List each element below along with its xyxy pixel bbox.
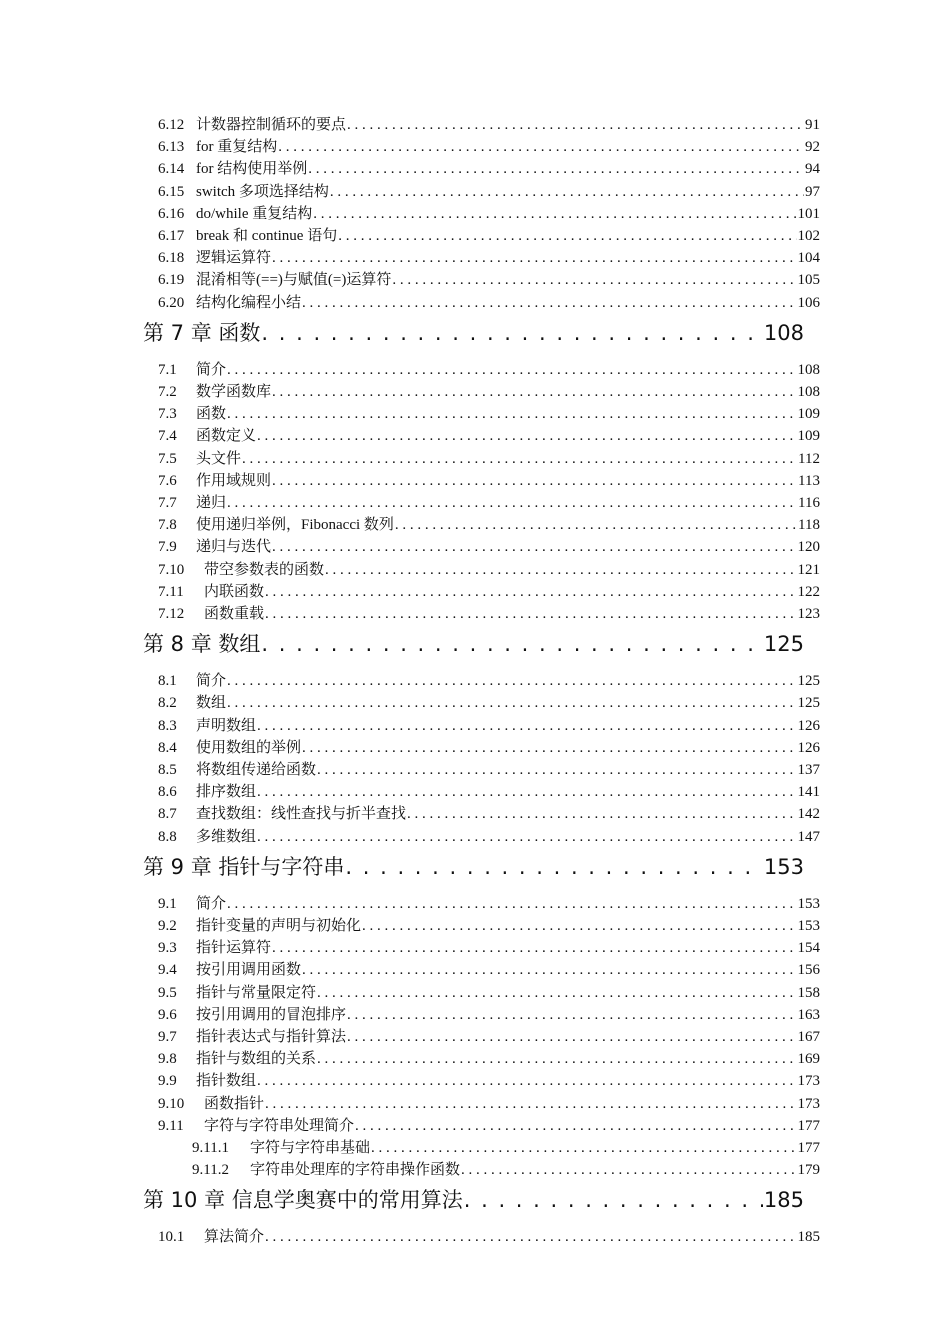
toc-page-number: 167 (797, 1029, 820, 1045)
toc-entry-number: 8.3 (158, 717, 177, 734)
toc-entry-title: 简介 (196, 895, 227, 912)
toc-dot-leader (325, 559, 796, 581)
toc-section-entry[interactable] (158, 781, 820, 803)
toc-page-number: 101 (797, 205, 820, 222)
toc-dot-leader (407, 803, 796, 825)
toc-dot-leader (302, 292, 796, 314)
toc-page-number: 113 (798, 472, 820, 489)
toc-entry-number: 6.17 (158, 228, 185, 244)
toc-entry-number: 7.6 (158, 472, 177, 489)
toc-section-entry[interactable] (158, 737, 820, 759)
toc-section-entry[interactable] (158, 915, 820, 937)
toc-page-number: 122 (797, 583, 820, 600)
toc-entry-number: 6.20 (158, 294, 185, 311)
toc-entry-number: 7.2 (158, 384, 177, 400)
toc-chapter-heading[interactable] (143, 1183, 804, 1217)
toc-page-number: 125 (797, 695, 820, 712)
toc-page-number: 158 (797, 984, 820, 1001)
toc-entry-title: 查找数组：线性查找与折半查找 (196, 806, 407, 823)
toc-page-number: 173 (797, 1095, 820, 1112)
toc-dot-leader (227, 492, 797, 514)
toc-entry-title: 第 8 章 数组 (143, 632, 261, 657)
toc-entry-number: 9.7 (158, 1029, 177, 1045)
toc-entry-title: 数组 (196, 695, 227, 712)
toc-entry-number: 7.5 (158, 450, 177, 467)
toc-dot-leader (227, 670, 796, 692)
toc-entry-title: 函数重载 (204, 606, 265, 622)
toc-dot-leader (261, 627, 763, 661)
toc-entry-number: 6.13 (158, 139, 185, 156)
toc-entry-title: 递归 (196, 495, 227, 511)
toc-dot-leader (313, 203, 796, 225)
toc-entry-title: 递归与迭代 (196, 539, 272, 556)
toc-section-entry[interactable] (158, 1026, 820, 1048)
toc-entry-title: 内联函数 (204, 583, 265, 600)
toc-subsection-entry[interactable] (192, 1137, 820, 1159)
toc-entry-title: 指针变量的声明与初始化 (196, 918, 362, 934)
toc-dot-leader (227, 893, 796, 915)
toc-dot-leader (257, 781, 796, 803)
toc-entry-title: switch 多项选择结构 (196, 183, 329, 200)
toc-entry-title: 使用数组的举例 (196, 739, 302, 756)
toc-section-entry[interactable] (158, 514, 820, 536)
toc-entry-number: 6.19 (158, 272, 185, 289)
toc-entry-title: 字符与字符串基础 (250, 1140, 371, 1156)
toc-section-entry[interactable] (158, 448, 820, 470)
toc-dot-leader (308, 158, 804, 180)
toc-page-number: 104 (797, 250, 820, 267)
toc-section-entry[interactable] (158, 826, 820, 848)
toc-entry-number: 6.18 (158, 250, 185, 267)
toc-dot-leader (242, 448, 797, 470)
toc-entry-number: 9.3 (158, 940, 177, 957)
toc-dot-leader (317, 1048, 796, 1070)
toc-page-number: 108 (797, 384, 820, 400)
toc-entry-title: 简介 (196, 361, 227, 378)
toc-chapter-heading[interactable] (143, 316, 804, 350)
toc-section-entry[interactable] (158, 692, 820, 714)
toc-entry-title: 头文件 (196, 450, 242, 467)
toc-entry-title: 按引用调用的冒泡排序 (196, 1006, 347, 1023)
toc-page-number: 137 (797, 762, 820, 778)
toc-entry-number: 7.11 (158, 583, 184, 600)
toc-entry-title: 算法简介 (204, 1229, 265, 1246)
toc-chapter-heading[interactable] (143, 627, 804, 661)
toc-page-number: 121 (797, 561, 820, 578)
toc-page-number: 153 (763, 854, 804, 879)
toc-section-entry[interactable] (158, 269, 820, 291)
toc-entry-title: 带空参数表的函数 (204, 561, 325, 578)
toc-page-number: 179 (797, 1162, 820, 1179)
toc-entry-title: 指针数组 (196, 1073, 257, 1090)
toc-entry-title: 逻辑运算符 (196, 250, 272, 267)
toc-dot-leader (317, 982, 796, 1004)
toc-page-number: 125 (763, 632, 804, 657)
toc-entry-title: 字符与字符串处理简介 (204, 1117, 355, 1134)
toc-page-number: 141 (797, 784, 820, 801)
toc-page-number: 116 (798, 495, 820, 511)
toc-section-entry[interactable] (158, 759, 820, 781)
toc-page-number: 94 (805, 161, 820, 178)
toc-section-entry[interactable] (158, 982, 820, 1004)
toc-entry-number: 8.5 (158, 762, 177, 778)
toc-section-entry[interactable] (158, 247, 820, 269)
toc-entry-title: 函数 (196, 406, 227, 423)
toc-section-entry[interactable] (158, 581, 820, 603)
toc-page-number: 163 (797, 1006, 820, 1023)
toc-page-number: 177 (797, 1140, 820, 1156)
toc-page-number: 108 (797, 361, 820, 378)
toc-entry-title: do/while 重复结构 (196, 205, 313, 222)
toc-page-number: 156 (797, 962, 820, 979)
toc-dot-leader (227, 403, 796, 425)
toc-dot-leader (302, 959, 796, 981)
toc-entry-number: 7.12 (158, 606, 185, 622)
toc-entry-title: 函数定义 (196, 428, 257, 445)
toc-dot-leader (261, 316, 763, 350)
toc-entry-title: 作用域规则 (196, 472, 272, 489)
toc-dot-leader (302, 737, 796, 759)
toc-entry-title: 第 9 章 指针与字符串 (143, 854, 345, 879)
toc-entry-number: 9.6 (158, 1006, 177, 1023)
toc-section-entry[interactable] (158, 403, 820, 425)
toc-entry-number: 9.11.1 (192, 1140, 229, 1156)
toc-dot-leader (265, 603, 796, 625)
toc-entry-number: 7.10 (158, 561, 185, 578)
toc-dot-leader (345, 850, 763, 884)
toc-section-entry[interactable] (158, 136, 820, 158)
toc-section-entry[interactable] (158, 803, 820, 825)
toc-entry-number: 8.2 (158, 695, 177, 712)
toc-dot-leader (265, 581, 796, 603)
toc-section-entry[interactable] (158, 536, 820, 558)
toc-entry-title: 使用递归举例，Fibonacci 数列 (196, 517, 394, 534)
toc-dot-leader (355, 1115, 796, 1137)
toc-entry-title: 按引用调用函数 (196, 962, 302, 979)
toc-page-number: 125 (797, 673, 820, 690)
toc-page-number: 118 (798, 517, 820, 534)
toc-page-number: 109 (797, 406, 820, 423)
toc-entry-title: for 重复结构 (196, 139, 278, 156)
toc-dot-leader (395, 514, 797, 536)
toc-section-entry[interactable] (158, 1070, 820, 1092)
toc-page-number: 97 (805, 183, 820, 200)
toc-dot-leader (330, 181, 804, 203)
toc-entry-title: 指针表达式与指针算法 (196, 1029, 347, 1045)
toc-page-number: 126 (797, 739, 820, 756)
toc-entry-number: 9.5 (158, 984, 177, 1001)
toc-dot-leader (278, 136, 804, 158)
toc-dot-leader (338, 225, 796, 247)
toc-chapter-heading[interactable] (143, 850, 804, 884)
toc-section-entry[interactable] (158, 715, 820, 737)
toc-entry-number: 9.11 (158, 1117, 184, 1134)
toc-page-number: 126 (797, 717, 820, 734)
toc-page-number: 92 (805, 139, 820, 156)
toc-entry-title: break 和 continue 语句 (196, 228, 338, 244)
toc-entry-number: 8.1 (158, 673, 177, 690)
toc-dot-leader (227, 359, 796, 381)
toc-dot-leader (265, 1093, 796, 1115)
toc-entry-title: for 结构使用举例 (196, 161, 308, 178)
toc-section-entry[interactable] (158, 1115, 820, 1137)
toc-section-entry[interactable] (158, 1226, 820, 1248)
toc-entry-title: 声明数组 (196, 717, 257, 734)
toc-page-number: 147 (797, 828, 820, 845)
toc-dot-leader (272, 937, 796, 959)
toc-entry-number: 7.3 (158, 406, 177, 423)
toc-entry-number: 7.7 (158, 495, 177, 511)
toc-page-number: 108 (763, 320, 804, 345)
toc-page-number: 91 (805, 117, 820, 133)
toc-entry-number: 6.14 (158, 161, 185, 178)
toc-dot-leader (227, 692, 796, 714)
toc-section-entry[interactable] (158, 158, 820, 180)
toc-section-entry[interactable] (158, 292, 820, 314)
toc-entry-number: 7.1 (158, 361, 177, 378)
toc-page-number: 106 (797, 294, 820, 311)
toc-entry-title: 数学函数库 (196, 384, 272, 400)
toc-section-entry[interactable] (158, 893, 820, 915)
toc-dot-leader (362, 915, 796, 937)
toc-page-number: 169 (797, 1051, 820, 1068)
toc-entry-title: 指针与常量限定符 (196, 984, 317, 1001)
toc-entry-number: 7.8 (158, 517, 177, 534)
toc-section-entry[interactable] (158, 1004, 820, 1026)
toc-entry-number: 9.11.2 (192, 1162, 229, 1179)
toc-page-number: 173 (797, 1073, 820, 1090)
toc-entry-title: 第 7 章 函数 (143, 320, 261, 345)
toc-page-number: 109 (797, 428, 820, 445)
toc-entry-title: 排序数组 (196, 784, 257, 801)
toc-entry-number: 8.4 (158, 739, 177, 756)
toc-entry-number: 6.12 (158, 117, 185, 133)
toc-entry-title: 第 10 章 信息学奥赛中的常用算法 (143, 1188, 463, 1213)
toc-entry-title: 结构化编程小结 (196, 294, 302, 311)
toc-section-entry[interactable] (158, 114, 820, 136)
toc-entry-number: 7.4 (158, 428, 177, 445)
toc-section-entry[interactable] (158, 1093, 820, 1115)
toc-dot-leader (392, 269, 796, 291)
toc-section-entry[interactable] (158, 181, 820, 203)
toc-section-entry[interactable] (158, 425, 820, 447)
toc-dot-leader (347, 1026, 796, 1048)
toc-dot-leader (272, 536, 796, 558)
toc-dot-leader (265, 1226, 796, 1248)
toc-entry-title: 函数指针 (204, 1095, 265, 1112)
toc-page-number: 123 (797, 606, 820, 622)
toc-entry-number: 6.15 (158, 183, 185, 200)
toc-dot-leader (257, 715, 796, 737)
toc-entry-number: 9.9 (158, 1073, 177, 1090)
toc-section-entry[interactable] (158, 937, 820, 959)
toc-page-number: 153 (797, 895, 820, 912)
toc-entry-title: 多维数组 (196, 828, 257, 845)
toc-dot-leader (257, 826, 796, 848)
toc-section-entry[interactable] (158, 959, 820, 981)
toc-page-number: 185 (763, 1188, 804, 1213)
toc-entry-number: 9.2 (158, 918, 177, 934)
toc-entry-title: 字符串处理库的字符串操作函数 (250, 1162, 461, 1179)
toc-section-entry[interactable] (158, 1048, 820, 1070)
toc-page-number: 120 (797, 539, 820, 556)
toc-dot-leader (272, 381, 796, 403)
toc-entry-number: 9.8 (158, 1051, 177, 1068)
toc-dot-leader (461, 1159, 796, 1181)
toc-section-entry[interactable] (158, 603, 820, 625)
toc-section-entry[interactable] (158, 492, 820, 514)
toc-page-number: 154 (797, 940, 820, 957)
toc-page-number: 102 (797, 228, 820, 244)
toc-dot-leader (272, 247, 796, 269)
toc-entry-title: 指针与数组的关系 (196, 1051, 317, 1068)
toc-page-number: 177 (797, 1117, 820, 1134)
toc-section-entry[interactable] (158, 559, 820, 581)
toc-page-number: 105 (797, 272, 820, 289)
toc-entry-number: 8.7 (158, 806, 177, 823)
toc-entry-title: 将数组传递给函数 (196, 762, 317, 778)
toc-dot-leader (371, 1137, 796, 1159)
toc-dot-leader (272, 470, 797, 492)
toc-section-entry[interactable] (158, 381, 820, 403)
toc-section-entry[interactable] (158, 203, 820, 225)
toc-entry-number: 6.16 (158, 205, 185, 222)
toc-section-entry[interactable] (158, 359, 820, 381)
toc-entry-number: 7.9 (158, 539, 177, 556)
toc-entry-number: 9.1 (158, 895, 177, 912)
toc-page-number: 112 (798, 450, 820, 467)
toc-section-entry[interactable] (158, 225, 820, 247)
toc-entry-title: 计数器控制循环的要点 (196, 117, 347, 133)
toc-dot-leader (464, 1183, 763, 1217)
toc-dot-leader (347, 114, 804, 136)
toc-entry-number: 8.8 (158, 828, 177, 845)
toc-section-entry[interactable] (158, 470, 820, 492)
toc-dot-leader (257, 1070, 796, 1092)
toc-entry-number: 9.4 (158, 962, 177, 979)
toc-dot-leader (317, 759, 796, 781)
toc-entry-number: 10.1 (158, 1229, 185, 1246)
toc-dot-leader (347, 1004, 796, 1026)
toc-page-number: 185 (797, 1229, 820, 1246)
toc-entry-number: 9.10 (158, 1095, 185, 1112)
toc-dot-leader (257, 425, 796, 447)
toc-page-number: 142 (797, 806, 820, 823)
toc-entry-title: 指针运算符 (196, 940, 272, 957)
toc-entry-number: 8.6 (158, 784, 177, 801)
toc-subsection-entry[interactable] (192, 1159, 820, 1181)
toc-page-number: 153 (797, 918, 820, 934)
toc-entry-title: 简介 (196, 673, 227, 690)
toc-section-entry[interactable] (158, 670, 820, 692)
toc-entry-title: 混淆相等(==)与赋值(=)运算符 (196, 272, 392, 289)
